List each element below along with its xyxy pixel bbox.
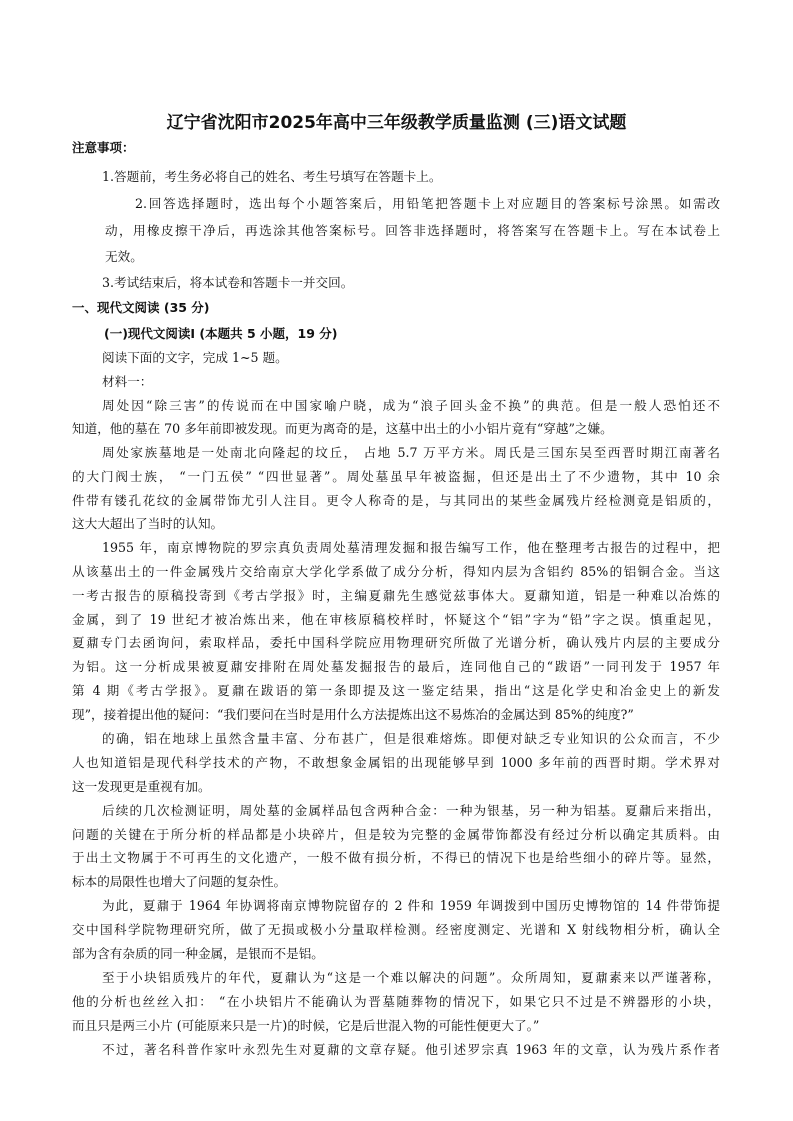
section-heading: 一、现代文阅读 (35 分) <box>72 300 210 315</box>
note-3: 3.考试结束后，将本试卷和答题卡一并交回。 <box>102 275 354 290</box>
para-1-line-1: 周处因“除三害”的传说而在中国家喻户晓，成为“浪子回头金不换”的典范。但是一般人恐怕还不 <box>102 398 720 413</box>
para-3-line-2: 从该墓出土的一件金属残片交给南京大学化学系做了成分分析，得知内层为含铝约 85%的铝铜合金。当这 <box>72 564 720 579</box>
para-4-line-3: 这一发现更是重视有加。 <box>72 779 211 794</box>
para-5-line-1: 后续的几次检测证明，周处墓的金属样品包含两种合金：一种为银基，另一种为铝基。夏鼐后来指出， <box>102 803 720 818</box>
para-4-line-1: 的确，铝在地球上虽然含量丰富、分布甚广，但是很难熔炼。即便对缺乏专业知识的公众而言，不少 <box>102 731 720 746</box>
para-8-line-1: 不过，著名科普作家叶永烈先生对夏鼐的文章存疑。他引述罗宗真 1963 年的文章，认为残片系作者 <box>102 1042 720 1057</box>
para-5-line-4: 标本的局限性也增大了问题的复杂性。 <box>72 874 287 889</box>
para-3-line-3: 一考古报告的原稿投寄到《考古学报》时，主编夏鼐先生感觉兹事体大。夏鼐知道，铝是一种难以冶炼的 <box>72 588 720 603</box>
para-6-line-1: 为此，夏鼐于 1964 年协调将南京博物院留存的 2 件和 1959 年调拨到中国历史博物馆的 14 件带饰提 <box>102 898 720 913</box>
para-5-line-3: 于出土文物属于不可再生的文化遗产，一般不做有损分析，不得已的情况下也是给些细小的碎片等。显然， <box>72 850 720 865</box>
para-3-line-4: 金属，到了 19 世纪才被冶炼出来，他在审核原稿校样时，怀疑这个“铝”字为“铅”字之误。慎重起见， <box>72 612 720 627</box>
para-2-line-1: 周处家族墓地是一处南北向隆起的坟丘， 占地 5.7 万平方米。周氏是三国东吴至西晋时期江南著名 <box>102 445 720 460</box>
para-3-line-6: 为铝。这一分析成果被夏鼐安排附在周处墓发掘报告的最后，连同他自己的“跋语”一同刊发于 1957 年 <box>72 659 720 674</box>
note-1: 1.答题前，考生务必将自己的姓名、考生号填写在答题卡上。 <box>102 169 442 184</box>
para-4-line-2: 人也知道铝是现代科学技术的产物，不敢想象金属铝的出现能够早到 1000 多年前的西晋时期。学术界对 <box>72 755 720 770</box>
para-5-line-2: 问题的关键在于所分析的样品都是小块碎片，但是较为完整的金属带饰都没有经过分析以确定其质料。由 <box>72 827 720 842</box>
para-3-line-7: 第 4 期《考古学报》。夏鼐在跋语的第一条即提及这一鉴定结果，指出“这是化学史和冶金史上的新发 <box>72 683 720 698</box>
para-6-line-2: 交中国科学院物理研究所，做了无损或极小分量取样检测。经密度测定、光谱和 X 射线物相分析，确认全 <box>72 922 720 937</box>
para-6-line-3: 部为含有杂质的同一种金属，是银而不是铝。 <box>72 946 324 961</box>
para-1-line-2: 知道，他的墓在 70 多年前即被发现。而更为离奇的是，这墓中出土的小小铝片竟有“穿越”之嫌。 <box>72 421 613 436</box>
para-7-line-3: 而且只是两三小片 (可能原来只是一片)的时候，它是后世混入物的可能性便更大了。” <box>72 1018 540 1033</box>
para-3-line-1: 1955 年，南京博物院的罗宗真负责周处墓清理发掘和报告编写工作，他在整理考古报告的过程中，把 <box>102 540 720 555</box>
para-2-line-2: 的大门阀士族， “一门五侯” “四世显著”。周处墓虽早年被盗掘，但还是出土了不少遗物，其中 10 余 <box>72 469 720 484</box>
para-3-line-5: 夏鼐专门去函询问，索取样品，委托中国科学院应用物理研究所做了光谱分析，确认残片内层的主要成分 <box>72 635 720 650</box>
note-2-line-2: 动，用橡皮擦干净后，再选涂其他答案标号。回答非选择题时，将答案写在答题卡上。写在本试卷上 <box>105 223 720 238</box>
note-2-line-3: 无效。 <box>105 249 143 264</box>
material-label: 材料一： <box>102 374 153 389</box>
instruction: 阅读下面的文字，完成 1~5 题。 <box>102 350 288 365</box>
notes-heading: 注意事项： <box>72 140 135 155</box>
exam-title: 辽宁省沈阳市2025年高中三年级教学质量监测 (三)语文试题 <box>166 113 627 133</box>
para-2-line-3: 件带有镂孔花纹的金属带饰尤引人注目。更令人称奇的是，与其同出的某些金属残片经检测竟是铝质的， <box>72 493 720 508</box>
note-2-line-1: 2.回答选择题时，选出每个小题答案后，用铅笔把答题卡上对应题目的答案标号涂黑。如需改 <box>135 196 720 211</box>
para-3-line-8: 现”，接着提出他的疑问：“我们要问在当时是用什么方法提炼出这不易炼冶的金属达到 85%的纯度?” <box>72 707 634 722</box>
para-2-line-4: 这大大超出了当时的认知。 <box>72 516 224 531</box>
para-7-line-2: 他的分析也丝丝入扣： “在小块铝片不能确认为晋墓随葬物的情况下，如果它只不过是不辨器形的小块， <box>72 994 720 1009</box>
para-7-line-1: 至于小块铝质残片的年代，夏鼐认为“这是一个难以解决的问题”。众所周知，夏鼐素来以严谨著称， <box>102 970 720 985</box>
subsection-heading: (一)现代文阅读Ⅰ (本题共 5 小题，19 分) <box>104 326 338 341</box>
